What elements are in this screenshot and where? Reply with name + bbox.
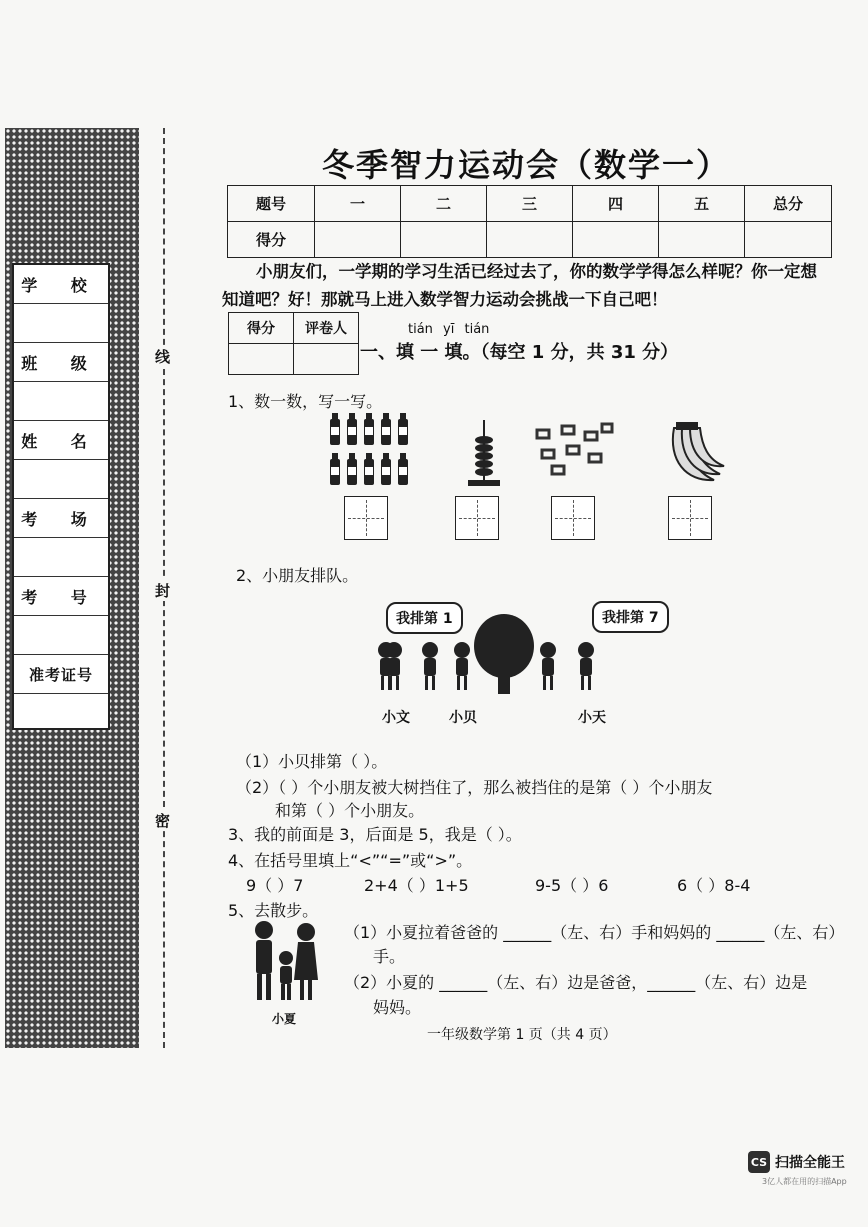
answer-box-clips[interactable] <box>551 496 595 540</box>
page-title: 冬季智力运动会（数学一） <box>322 146 731 184</box>
grader-reviewer-label: 评卷人 <box>294 313 359 344</box>
compare-item-2: 2+4（ ）1+5 <box>364 876 469 895</box>
score-cell[interactable] <box>745 222 832 258</box>
score-header-cell: 三 <box>487 186 573 222</box>
answer-box-bananas[interactable] <box>668 496 712 540</box>
question-2-sub1: （1）小贝排第（ ）。 <box>236 752 388 771</box>
compare-item-1: 9（ ）7 <box>246 876 304 895</box>
section-heading: 一、填 一 填。（每空 1 分，共 31 分） <box>360 342 679 363</box>
score-cell[interactable] <box>659 222 745 258</box>
score-header-cell: 总分 <box>745 186 832 222</box>
score-header-cell: 二 <box>401 186 487 222</box>
seal-char-xian: 线 <box>155 348 171 366</box>
field-name-blank <box>14 460 108 499</box>
field-exam-room-blank <box>14 538 108 577</box>
family-caption: 小夏 <box>272 1012 297 1026</box>
grader-box <box>228 312 359 375</box>
field-exam-number-blank <box>14 616 108 655</box>
clips-illustration <box>527 420 617 480</box>
field-admission-number: 准考证号 <box>14 655 108 694</box>
section-pinyin: tián yī tián <box>408 322 490 337</box>
question-5-sub1-line1: （1）小夏拉着爸爸的 ______（左、右）手和妈妈的 ______（左、右） <box>344 923 845 942</box>
speech-bubble-right: 我排第 7 <box>592 601 669 633</box>
field-school: 学 校 <box>14 265 108 304</box>
question-2-sub2-line1: （2）（ ）个小朋友被大树挡住了，那么被挡住的是第（ ）个小朋友 <box>236 778 713 797</box>
field-exam-number: 考 号 <box>14 577 108 616</box>
question-5-sub2-line2: 妈妈。 <box>373 998 422 1017</box>
bananas-illustration <box>666 420 726 488</box>
score-cell[interactable] <box>487 222 573 258</box>
compare-item-4: 6（ ）8-4 <box>677 876 751 895</box>
grader-score-label: 得分 <box>229 313 294 344</box>
answer-box-bottles[interactable] <box>344 496 388 540</box>
score-cell[interactable] <box>315 222 401 258</box>
intro-text: 小朋友们，一学期的学习生活已经过去了，你的数学学得怎么样呢？你一定想知道吧？好！那就马上进入数学智力运动会挑战一下自己吧！ <box>222 262 817 309</box>
field-class-blank <box>14 382 108 421</box>
question-5-label: 5、去散步。 <box>228 901 319 920</box>
queue-illustration <box>376 610 616 698</box>
scanner-tagline: 3亿人都在用的扫描App <box>762 1177 847 1186</box>
bottles-illustration <box>328 413 416 488</box>
compare-item-3: 9-5（ ）6 <box>535 876 609 895</box>
score-table <box>227 185 832 258</box>
answer-box-abacus[interactable] <box>455 496 499 540</box>
question-1-label: 1、数一数，写一写。 <box>228 392 383 411</box>
student-info-box <box>12 263 110 730</box>
page-footer: 一年级数学第 1 页（共 4 页） <box>427 1027 617 1043</box>
abacus-illustration <box>466 420 502 488</box>
score-cell[interactable] <box>401 222 487 258</box>
score-header-cell: 四 <box>573 186 659 222</box>
field-class: 班 级 <box>14 343 108 382</box>
score-header-cell: 一 <box>315 186 401 222</box>
score-header-cell: 题号 <box>228 186 315 222</box>
question-3: 3、我的前面是 3，后面是 5，我是（ ）。 <box>228 825 522 844</box>
question-4-label: 4、在括号里填上“<”“=”或“>”。 <box>228 851 473 870</box>
seal-char-feng: 封 <box>155 582 171 600</box>
grader-score-cell[interactable] <box>229 344 294 375</box>
field-school-blank <box>14 304 108 343</box>
scanner-name: 扫描全能王 <box>775 1155 845 1171</box>
question-2-sub2-line2: 和第（ ）个小朋友。 <box>275 801 425 820</box>
speech-bubble-left: 我排第 1 <box>386 602 463 634</box>
kid-name-xiaotian: 小天 <box>578 710 606 726</box>
grader-reviewer-cell[interactable] <box>294 344 359 375</box>
field-exam-room: 考 场 <box>14 499 108 538</box>
question-5-sub2-line1: （2）小夏的 ______（左、右）边是爸爸，______（左、右）边是 <box>344 973 808 992</box>
score-header-cell: 五 <box>659 186 745 222</box>
seal-char-mi: 密 <box>155 812 171 830</box>
question-5-sub1-line2: 手。 <box>373 947 406 966</box>
family-walk-illustration <box>248 918 324 1004</box>
question-2-label: 2、小朋友排队。 <box>236 566 359 585</box>
scanner-logo: CS <box>748 1151 770 1173</box>
kid-name-xiaobei: 小贝 <box>449 710 477 726</box>
field-name: 姓 名 <box>14 421 108 460</box>
score-row-label: 得分 <box>228 222 315 258</box>
score-cell[interactable] <box>573 222 659 258</box>
kid-name-xiaowen: 小文 <box>382 710 410 726</box>
